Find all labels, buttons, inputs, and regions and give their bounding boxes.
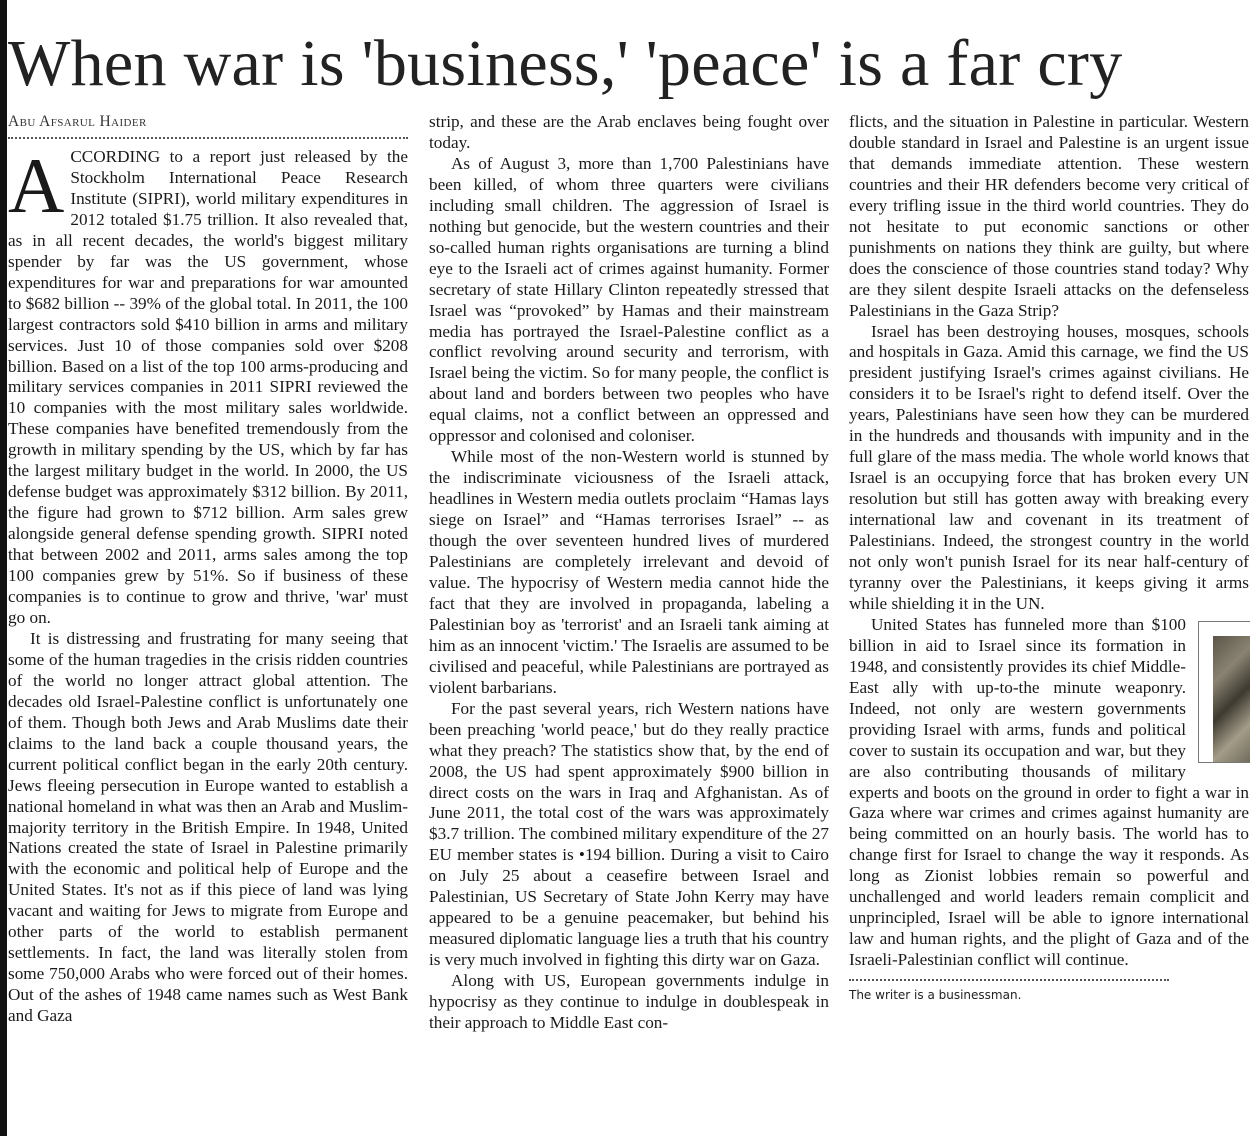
drop-cap: A xyxy=(8,142,65,229)
paragraph: Israel has been destroying houses, mosques, schools and hospitals in Gaza. Amid this carnage, we find the US president justifying Israel's crimes against civilians. He considers it to be Israel's right to defend itself. Over the years, Palestinians have seen how they can be murdered in the hundreds and thousands with impunity and in the full glare of the mass media. The whole world knows that Israel is an occupying force that has broken every UN resolution but still has gotten away with breaking every international law and covenant in its treatment of Palestinians. Indeed, the strongest country in the world not only won't punish Israel for its near half-century of tyranny over the Palestinians, it keeps giving it arms while shielding it in the UN. xyxy=(849,321,1249,613)
paragraph: While most of the non-Western world is stunned by the indiscriminate viciousness of the Israeli attack, headlines in Western media outlets proclaim “Hamas lays siege on Israel” and “Hamas terrorises Israel” -- as though the over seventeen hundred lives of murdered Palestinians are completely irrelevant and devoid of value. The hypocrisy of Western media cannot hide the fact that they are involved in propaganda, labeling a Palestinian boy as 'terrorist' and an Israeli tank aiming at him as an innocent 'victim.' The Israelis are assumed to be civilised and peaceful, while Palestinians are portrayed as violent barbarians. xyxy=(429,447,829,697)
author-note: The writer is a businessman. xyxy=(849,988,1022,1003)
article-column-2 xyxy=(429,112,829,1034)
paragraph: As of August 3, more than 1,700 Palestinians have been killed, of whom three quarters were civilians including small children. The aggression of Israel is nothing but genocide, but the western countries and their so-called human rights organisations are turning a blind eye to the Israeli act of crimes against humanity. Former secretary of state Hillary Clinton repeatedly stressed that Israel was “provoked” by Hamas and their mainstream media has portrayed the Israel-Palestine conflict as a conflict revolving around security and terrorism, with Israel being the victim. So for many people, the conflict is about land and borders between two peoples who have equal claims, not a conflict between an oppressed and oppressor and colonised and coloniser. xyxy=(429,153,829,446)
photo-frame xyxy=(1198,621,1250,763)
footnote-divider xyxy=(849,979,1169,981)
paragraph-text: CCORDING to a report just released by the Stockholm International Peace Research Institute (SIPRI), world military expenditures in 2012 totaled $1.75 trillion. It also revealed that, as in all recent decades, the world's biggest military spender by far was the US government, whose expenditures for war and preparations for war amounted to $682 billion -- 39% of the global total. In 2011, the 100 largest contractors sold $410 billion in arms and military services. Just 10 of those companies sold over $208 billion. Based on a list of the top 100 arms-producing and military services companies in 2011 SIPRI reviewed the 10 companies with the most military sales worldwide. These companies have benefited tremendously from the growth in military spending by the US, which by far has the largest military budget in the world. In 2000, the US defense budget was approximately $312 billion. By 2011, the figure had grown to $712 billion. Arm sales grew alongside general defense spending growth. SIPRI noted that between 2002 and 2011, arms sales among the top 100 companies grew by 51%. So if business of these companies is to continue to grow and thrive, 'war' must go on. xyxy=(8,147,408,627)
photo xyxy=(1213,636,1250,762)
article-column-1 xyxy=(8,112,408,1027)
paragraph: It is distressing and frustrating for many seeing that some of the human tragedies in the crisis ridden countries of the world no longer attract global attention. The decades old Israel-Palestine conflict is unfortunately one of them. Though both Jews and Arab Muslims date their claims to the land back a couple thousand years, the current political conflict began in the early 20th century. Jews fleeing persecution in Europe wanted to establish a national homeland in what was then an Arab and Muslim-majority territory in the British Empire. In 1948, United Nations created the state of Israel in Palestine primarily with the economic and political help of Europe and the United States. It's not as if this piece of land was lying vacant and waiting for Jews to migrate from Europe and other parts of the world to establish permanent settlements. In fact, the land was literally stolen from some 750,000 Arabs who were forced out of their homes. Out of the ashes of 1948 came names such as West Bank and Gaza xyxy=(8,628,408,1026)
paragraph: strip, and these are the Arab enclaves being fought over today. xyxy=(429,112,829,152)
paragraph: Along with US, European governments indulge in hypocrisy as they continue to indulge in doublespeak in their approach to Middle East con- xyxy=(429,971,829,1032)
paragraph: flicts, and the situation in Palestine in particular. Western double standard in Israel and Palestine is an urgent issue that demands immediate attention. These western countries and their HR defenders become very critical of every trifling issue in the third world countries. They do not hesitate to put economic sanctions or other punishments on nations they think are guilty, but where does the conscience of those countries stand today? Why are they silent despite Israeli attacks on the defenseless Palestinians in the Gaza Strip? xyxy=(849,112,1249,320)
article-column-3 xyxy=(849,112,1249,1003)
headline: When war is 'business,' 'peace' is a far cry xyxy=(8,27,1123,100)
left-edge-bar xyxy=(0,0,7,1136)
paragraph: For the past several years, rich Western nations have been preaching 'world peace,' but do they really practice what they preach? The statistics show that, by the end of 2008, the US had spent approximately $900 billion in direct costs on the wars in Iraq and Afghanistan. As of June 2011, the total cost of the wars was approximately $3.7 trillion. The combined military expenditure of the 27 EU member states is •194 billion. During a visit to Cairo on July 25 about a ceasefire between Israel and Palestinian, US Secretary of State John Kerry may have appeared to be a genuine peacemaker, but behind his measured diplomatic language lies a truth that his country is very much involved in fighting this dirty war on Gaza. xyxy=(429,698,829,970)
paragraph: United States has funneled more than $100 billion in aid to Israel since its formation in 1948, and consistently provides its chief Middle-East ally with up-to-the minute weaponry. Indeed, not only are western governments providing Israel with arms, funds and political cover to sustain its occupation and war, but they are also contributing thousands of military experts and boots on the ground in order to fight a war in Gaza where war crimes and crimes against humanity are being committed on an hourly basis. The world has to change first for Israel to change the way it responds. As long as Zionist lobbies remain so powerful and unchallenged and world leaders remain complicit and unprincipled, Israel will be able to ignore international law and human rights, and the plight of Gaza and of the Israeli-Palestinian conflict will continue. xyxy=(849,614,1249,970)
byline: Abu Afsarul Haider xyxy=(8,112,408,139)
paragraph xyxy=(8,142,408,629)
